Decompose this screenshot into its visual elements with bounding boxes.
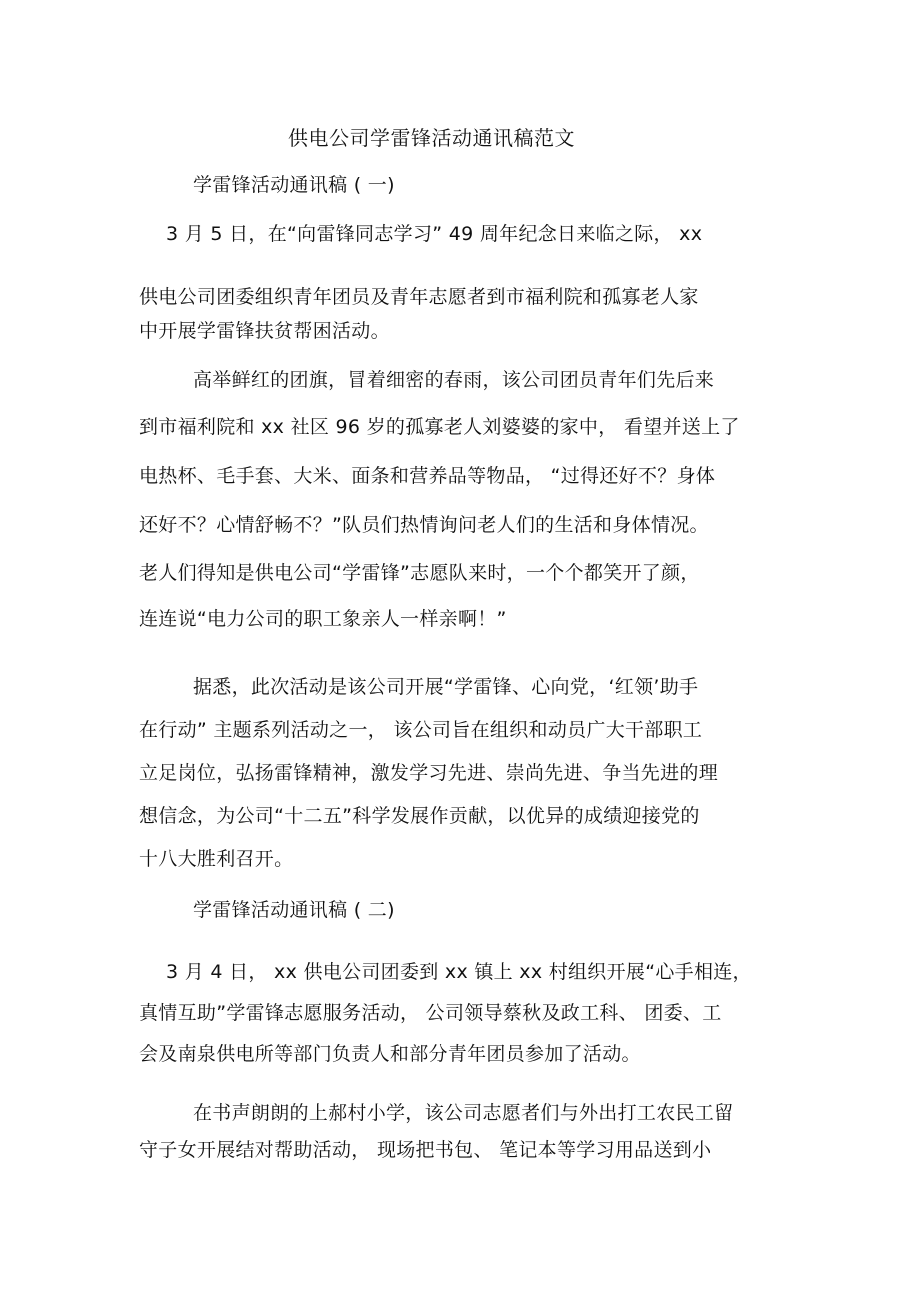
paragraph-line: 高举鲜红的团旗，冒着细密的春雨，该公司团员青年们先后来 <box>193 369 715 391</box>
paragraph-line: 连连说“电力公司的职工象亲人一样亲啊！” <box>139 608 507 630</box>
paragraph-line: 在行动” 主题系列活动之一， 该公司旨在组织和动员广大干部职工 <box>139 719 703 741</box>
paragraph-line: 3 月 5 日，在“向雷锋同志学习” 49 周年纪念日来临之际， xx <box>166 223 703 245</box>
paragraph-line: 3 月 4 日， xx 供电公司团委到 xx 镇上 xx 村组织开展“心手相连， <box>166 961 752 983</box>
paragraph-line: 守子女开展结对帮助活动， 现场把书包、 笔记本等学习用品送到小 <box>139 1139 712 1161</box>
paragraph-line: 真情互助”学雷锋志愿服务活动， 公司领导蔡秋及政工科、 团委、工 <box>139 1002 722 1024</box>
paragraph-line: 会及南泉供电所等部门负责人和部分青年团员参加了活动。 <box>139 1043 641 1065</box>
paragraph-line: 电热杯、毛手套、大米、面条和营养品等物品， “过得还好不？身体 <box>139 465 716 487</box>
paragraph-line: 到市福利院和 xx 社区 96 岁的孤寡老人刘婆婆的家中， 看望并送上了 <box>139 416 740 438</box>
paragraph-line: 十八大胜利召开。 <box>139 848 294 870</box>
paragraph-line: 在书声朗朗的上郝村小学，该公司志愿者们与外出打工农民工留 <box>193 1102 734 1124</box>
paragraph-line: 老人们得知是供电公司“学雷锋”志愿队来时，一个个都笑开了颜， <box>139 562 700 584</box>
document-title: 供电公司学雷锋活动通讯稿范文 <box>288 126 575 150</box>
section-heading: 学雷锋活动通讯稿 ( 二) <box>193 899 395 921</box>
section-heading: 学雷锋活动通讯稿 ( 一) <box>193 174 395 196</box>
paragraph-line: 供电公司团委组织青年团员及青年志愿者到市福利院和孤寡老人家 <box>139 286 699 308</box>
paragraph-line: 还好不？心情舒畅不？”队员们热情询问老人们的生活和身体情况。 <box>139 514 709 536</box>
paragraph-line: 据悉，此次活动是该公司开展“学雷锋、心向党，‘红领’助手 <box>193 676 699 698</box>
paragraph-line: 想信念，为公司“十二五”科学发展作贡献，以优异的成绩迎接党的 <box>139 805 700 827</box>
paragraph-line: 中开展学雷锋扶贫帮困活动。 <box>139 320 390 342</box>
paragraph-line: 立足岗位，弘扬雷锋精神，激发学习先进、崇尚先进、争当先进的理 <box>139 762 719 784</box>
